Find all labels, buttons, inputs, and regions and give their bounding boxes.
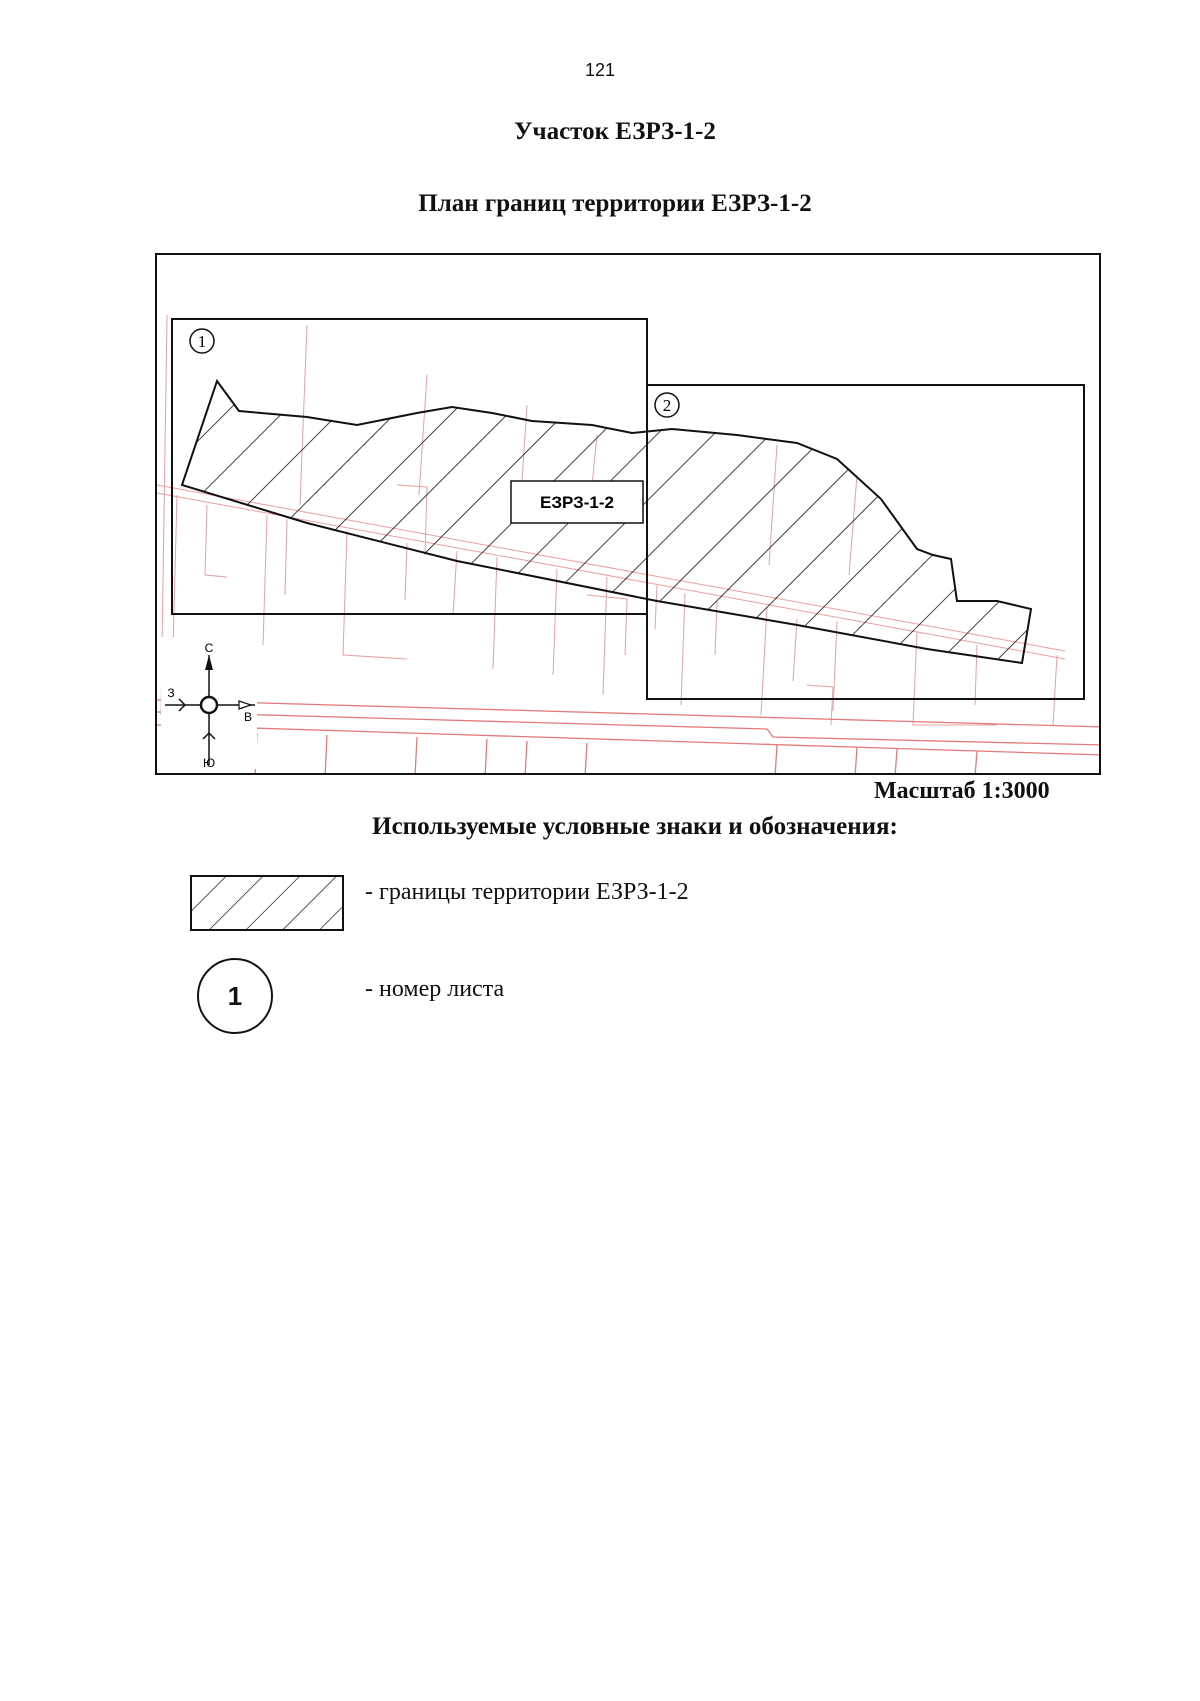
map-frame (155, 253, 1101, 775)
page-title: Участок ЕЗРЗ-1-2 (514, 118, 716, 145)
compass-east: В (243, 710, 253, 724)
compass (161, 637, 257, 770)
legend-sheet-description: - номер листа (365, 976, 505, 1002)
sheet-marker-1-label: 1 (197, 332, 207, 351)
legend-hatch-symbol (190, 875, 344, 931)
sheet-marker-2-label: 2 (662, 396, 672, 415)
legend-hatch-description: - границы территории ЕЗРЗ-1-2 (365, 879, 689, 905)
map-title: План границ территории ЕЗРЗ-1-2 (418, 190, 812, 217)
sheet-marker-2 (655, 393, 679, 417)
legend-sheet-symbol: 1 (197, 958, 273, 1034)
legend-title: Используемые условные знаки и обозначения: (372, 813, 898, 840)
map-canvas (157, 255, 1101, 775)
map-scale: Масштаб 1:3000 (874, 778, 1050, 804)
page-number: 121 (584, 60, 616, 80)
road-lines (157, 700, 1101, 775)
compass-west: З (167, 686, 175, 700)
compass-north: С (204, 641, 214, 655)
sheet-marker-1 (190, 329, 214, 353)
zone-label: ЕЗРЗ-1-2 (540, 493, 614, 512)
compass-south: Ю (202, 756, 216, 770)
